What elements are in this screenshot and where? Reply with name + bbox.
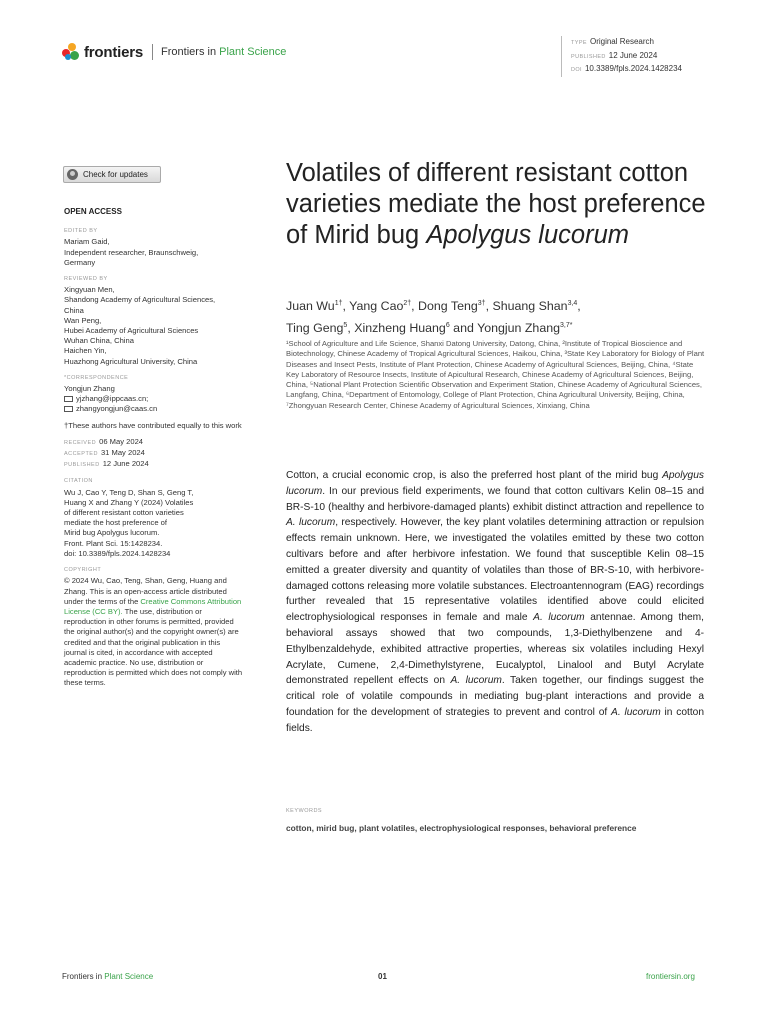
author-list: Juan $Wu^{1\dagger}$, Yang Cao$^{2\dagger}$, Dong Teng$^{3\dagger}$, Shuang Shan$^{3,4}$, Ting Geng$^5$, Xinzheng Huang$^6$ and Yongjun Zhang$^{3,7*}$: [286, 299, 581, 336]
species-name: A. lucorum: [450, 675, 502, 687]
footer-site-link[interactable]: frontiersin.org: [646, 972, 695, 981]
cc-by-license-link[interactable]: Creative Commons Attribution License (CC BY).: [64, 596, 242, 616]
update-check-icon: [67, 169, 78, 180]
abstract-text: in cotton fields.: [286, 706, 704, 734]
email-link[interactable]: yjzhang@ippcaas.cn;: [64, 394, 244, 404]
journal-header: [62, 42, 286, 62]
author-affiliation-marker: 3,7*: [560, 322, 573, 330]
keywords-label: KEYWORDS: [286, 808, 323, 814]
author-affiliation-marker: 5: [343, 322, 348, 330]
footer-journal[interactable]: Frontiers in Plant Science: [62, 972, 154, 981]
keywords: cotton, mirid bug, plant volatiles, electrophysiological responses, behavioral preference: [286, 823, 637, 833]
edited-by: EDITED BY Mariam Gaid, Independent researcher, Braunschweig, Germany: [64, 228, 199, 267]
author-name[interactable]: Ting Geng$^5$: [286, 321, 348, 336]
abstract-text: . Taken together, our findings suggest the critical role of volatile compounds in mediating bug-plant interactions and provide a foundation for the development of strategies to prevent and control of: [286, 675, 704, 718]
abstract-text: , respectively. However, the key plant volatiles determining attraction or repulsion effects remain unknown. Here, we investigated the volatiles emitted by these two cotton cultivars before and after herbivore infestation. We found that susceptible Kelin 08–15 emitted a greater diversity and quantity of volatiles than those of BR-S-10, with herbivore-damaged cottons releasing more volatile substances. Electroantennogram (EAG) recordings further revealed that 15 representative volatiles identified above could elicited electrophysiological responses in female and male: [286, 517, 704, 624]
reviewed-by: REVIEWED BY Xingyuan Men, Shandong Academy of Agricultural Sciences, China Wan Peng, Hubei Academy of Agricultural Sciences Wuhan China, China Haichen Yin, Huazhong Agricultural University, China: [64, 276, 216, 366]
frontiers-logo-text[interactable]: frontiers: [84, 43, 144, 61]
journal-name[interactable]: Frontiers in Plant Science: [161, 46, 287, 58]
article-title: Volatiles of different resistant cotton varieties mediate the host preference of Mirid bug Apolygus lucorum: [286, 159, 706, 249]
email-icon: [64, 406, 73, 412]
author-affiliation-marker: 3,4: [567, 300, 578, 307]
equal-contribution-note: †These authors have contributed equally to this work: [64, 420, 242, 430]
author-name[interactable]: Yang Cao$^{2\dagger}$: [349, 299, 412, 314]
author-affiliation-marker: 6: [445, 322, 450, 330]
email-link[interactable]: zhangyongjun@caas.cn: [64, 404, 244, 414]
header-divider: [152, 44, 153, 60]
author-affiliation-marker: 2†: [403, 300, 412, 307]
abstract-text: antennae. Among them, behavioral assays showed that two compounds, 1,3-Diethylbenzene and 4-Ethylbenzaldehyde, exhibited attractive properties, whereas six volatiles including Hexyl Acrylate, Cumene, 2,4-Dimethylstyrene, Eucalyptol, Linalool and Butyl Acrylate demonstrated repellent effects on: [286, 612, 704, 687]
author-name[interactable]: Yongjun Zhang$^{3,7*}$: [477, 321, 573, 336]
sidebar: [64, 207, 244, 695]
species-name: A. lucorum: [533, 612, 585, 624]
email-icon: [64, 396, 73, 402]
author-affiliation-marker: 3†: [477, 300, 486, 307]
check-for-updates-button[interactable]: Check for updates: [63, 166, 161, 183]
meta-type: TYPE Original Research: [571, 37, 654, 46]
meta-doi[interactable]: DOI 10.3389/fpls.2024.1428234: [571, 64, 682, 73]
abstract-text: . In our previous field experiments, we found that cotton cultivars Kelin 08–15 and BR-S-10 (healthy and herbivore-damaged plants) exhibit distinct attraction and repellence to: [286, 485, 704, 513]
affiliations: ¹School of Agriculture and Life Science, Shanxi Datong University, Datong, China, ²Institute of Tropical Bioscience and Biotechnology, Chinese Academy of Tropical Agricultural Sciences, Haikou, China, ³State Key Laboratory for Biology of Plant Diseases and Insect Pests, Institute of Plant Protection, Chinese Academy of Agricultural Sciences, Beijing, China, ⁴State Key Laboratory of Resource Insects, Institute of Apicultural Research, Chinese Academy of Agricultural Sciences, Beijing, China, ⁵National Plant Protection Scientific Observation and Experiment Station, Chinese Academy of Agricultural Sciences, Langfang, China, ⁶Department of Entomology, College of Plant Protection, China Agricultural University, Beijing, China, ⁷Zhongyuan Research Center, Chinese Academy of Agricultural Sciences, Xinxiang, China: [286, 339, 705, 410]
meta-published: PUBLISHED 12 June 2024: [571, 50, 658, 60]
page-number: 01: [378, 972, 387, 981]
abstract: [286, 468, 704, 737]
copyright: COPYRIGHT © 2024 Wu, Cao, Teng, Shan, Geng, Huang and Zhang. This is an open-access article distributed under the terms of the Creative Commons Attribution License (CC BY). The use, distribution or reproduction in other forums is permitted, provided the original author(s) and the copyright owner(s) are credited and that the original publication in this journal is cited, in accordance with accepted academic practice. No use, distribution or reproduction is permitted which does not comply with these terms.: [64, 567, 243, 688]
author-affiliation-marker: 1†: [334, 300, 343, 307]
author-name[interactable]: Dong Teng$^{3\dagger}$: [418, 299, 486, 314]
article-meta: [561, 36, 682, 77]
species-name: A. lucorum: [286, 517, 336, 529]
species-name: A. lucorum: [611, 706, 661, 718]
article-dates: RECEIVED 06 May 2024 ACCEPTED 31 May 2024 PUBLISHED 12 June 2024: [64, 436, 149, 469]
author-name[interactable]: Xinzheng Huang$^6$: [354, 321, 450, 336]
open-access-label: OPEN ACCESS: [64, 207, 122, 216]
correspondence: *CORRESPONDENCE Yongjun Zhang yjzhang@ippcaas.cn; zhangyongjun@caas.cn: [64, 373, 244, 415]
author-name[interactable]: Shuang Shan$^{3,4}$: [492, 299, 578, 314]
citation: CITATION Wu J, Cao Y, Teng D, Shan S, Geng T, Huang X and Zhang Y (2024) Volatiles of different resistant cotton varieties mediate the host preference of Mirid bug Apolygus lucorum. Front. Plant Sci. 15:1428234. doi: 10.3389/fpls.2024.1428234: [64, 478, 194, 558]
author-name[interactable]: Juan $Wu^{1\dagger}$: [286, 299, 343, 314]
abstract-text: Cotton, a crucial economic crop, is also the preferred host plant of the mirid bug: [286, 470, 663, 481]
frontiers-logo-icon: [62, 43, 80, 61]
species-name: Apolygus lucorum: [286, 470, 704, 497]
